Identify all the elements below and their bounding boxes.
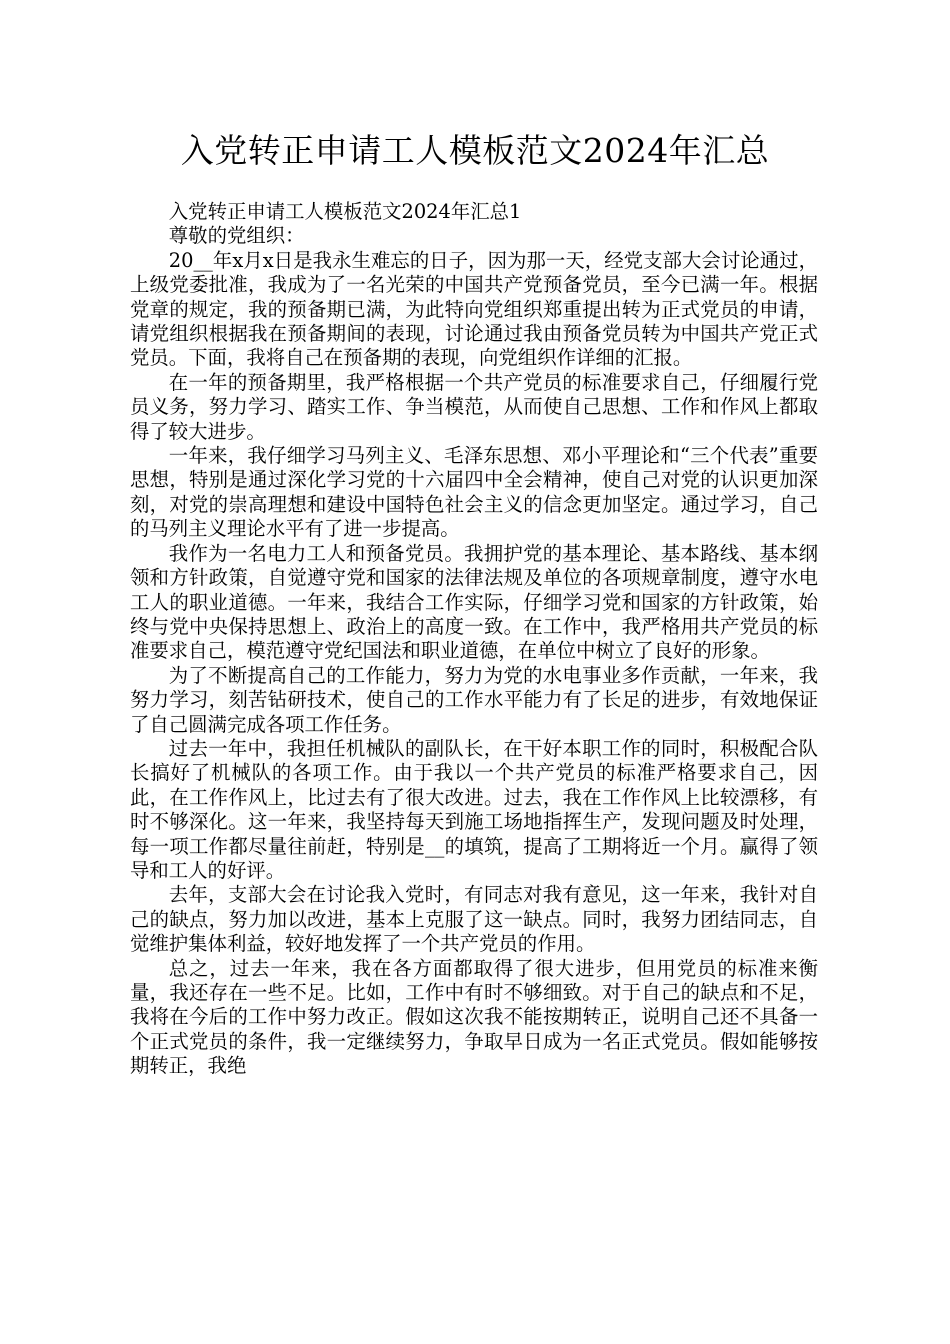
- paragraph-probation: 在一年的预备期里，我严格根据一个共产党员的标准要求自己，仔细履行党员义务，努力学习、踏实工作、争当模范，从而使自己思想、工作和作风上都取得了较大进步。: [130, 370, 818, 443]
- paragraph-improvement: 去年，支部大会在讨论我入党时，有同志对我有意见，这一年来，我针对自己的缺点，努力加以改进，基本上克服了这一缺点。同时，我努力团结同志，自觉维护集体利益，较好地发挥了一个共产党员的作用。: [130, 883, 818, 956]
- paragraph-subtitle: 入党转正申请工人模板范文2024年汇总1: [168, 200, 522, 223]
- paragraph-work: 过去一年中，我担任机械队的副队长，在干好本职工作的同时，积极配合队长搞好了机械队的各项工作。由于我以一个共产党员的标准严格要求自己，因此，在工作作风上，比过去有了很大改进。过去，我在工作作风上比较漂移，有时不够深化。这一年来，我坚持每天到施工场地指挥生产，发现问题及时处理，每一项工作都尽量往前赶，特别是__的填筑，提高了工期将近一个月。赢得了领导和工人的好评。: [130, 736, 818, 882]
- document-title: 入党转正申请工人模板范文2024年汇总: [180, 131, 770, 170]
- paragraph-study: 一年来，我仔细学习马列主义、毛泽东思想、邓小平理论和“三个代表”重要思想，特别是通过深化学习党的十六届四中全会精神，使自己对党的认识更加深刻，对党的崇高理想和建设中国特色社会主义的信念更加坚定。通过学习，自己的马列主义理论水平有了进一步提高。: [130, 444, 818, 541]
- paragraph-intro: 20__年x月x日是我永生难忘的日子，因为那一天，经党支部大会讨论通过，上级党委批准，我成为了一名光荣的中国共产党预备党员，至今已满一年。根据党章的规定，我的预备期已满，为此特向党组织郑重提出转为正式党员的申请，请党组织根据我在预备期间的表现，讨论通过我由预备党员转为中国共产党正式党员。下面，我将自己在预备期的表现，向党组织作详细的汇报。: [130, 248, 818, 370]
- paragraph-ability: 为了不断提高自己的工作能力，努力为党的水电事业多作贡献，一年来，我努力学习，刻苦钻研技术，使自己的工作水平能力有了长足的进步，有效地保证了自己圆满完成各项工作任务。: [130, 663, 818, 736]
- document-body: [130, 200, 818, 1079]
- paragraph-summary: 总之，过去一年来，我在各方面都取得了很大进步，但用党员的标准来衡量，我还存在一些不足。比如，工作中有时不够细致。对于自己的缺点和不足，我将在今后的工作中努力改正。假如这次我不能按期转正，说明自己还不具备一个正式党员的条件，我一定继续努力，争取早日成为一名正式党员。假如能够按期转正，我绝: [130, 956, 818, 1078]
- paragraph-role: 我作为一名电力工人和预备党员。我拥护党的基本理论、基本路线、基本纲领和方针政策，自觉遵守党和国家的法律法规及单位的各项规章制度，遵守水电工人的职业道德。一年来，我结合工作实际，仔细学习党和国家的方针政策，始终与党中央保持思想上、政治上的高度一致。在工作中，我严格用共产党员的标准要求自己，模范遵守党纪国法和职业道德，在单位中树立了良好的形象。: [130, 541, 818, 663]
- paragraph-salutation: 尊敬的党组织：: [168, 224, 305, 248]
